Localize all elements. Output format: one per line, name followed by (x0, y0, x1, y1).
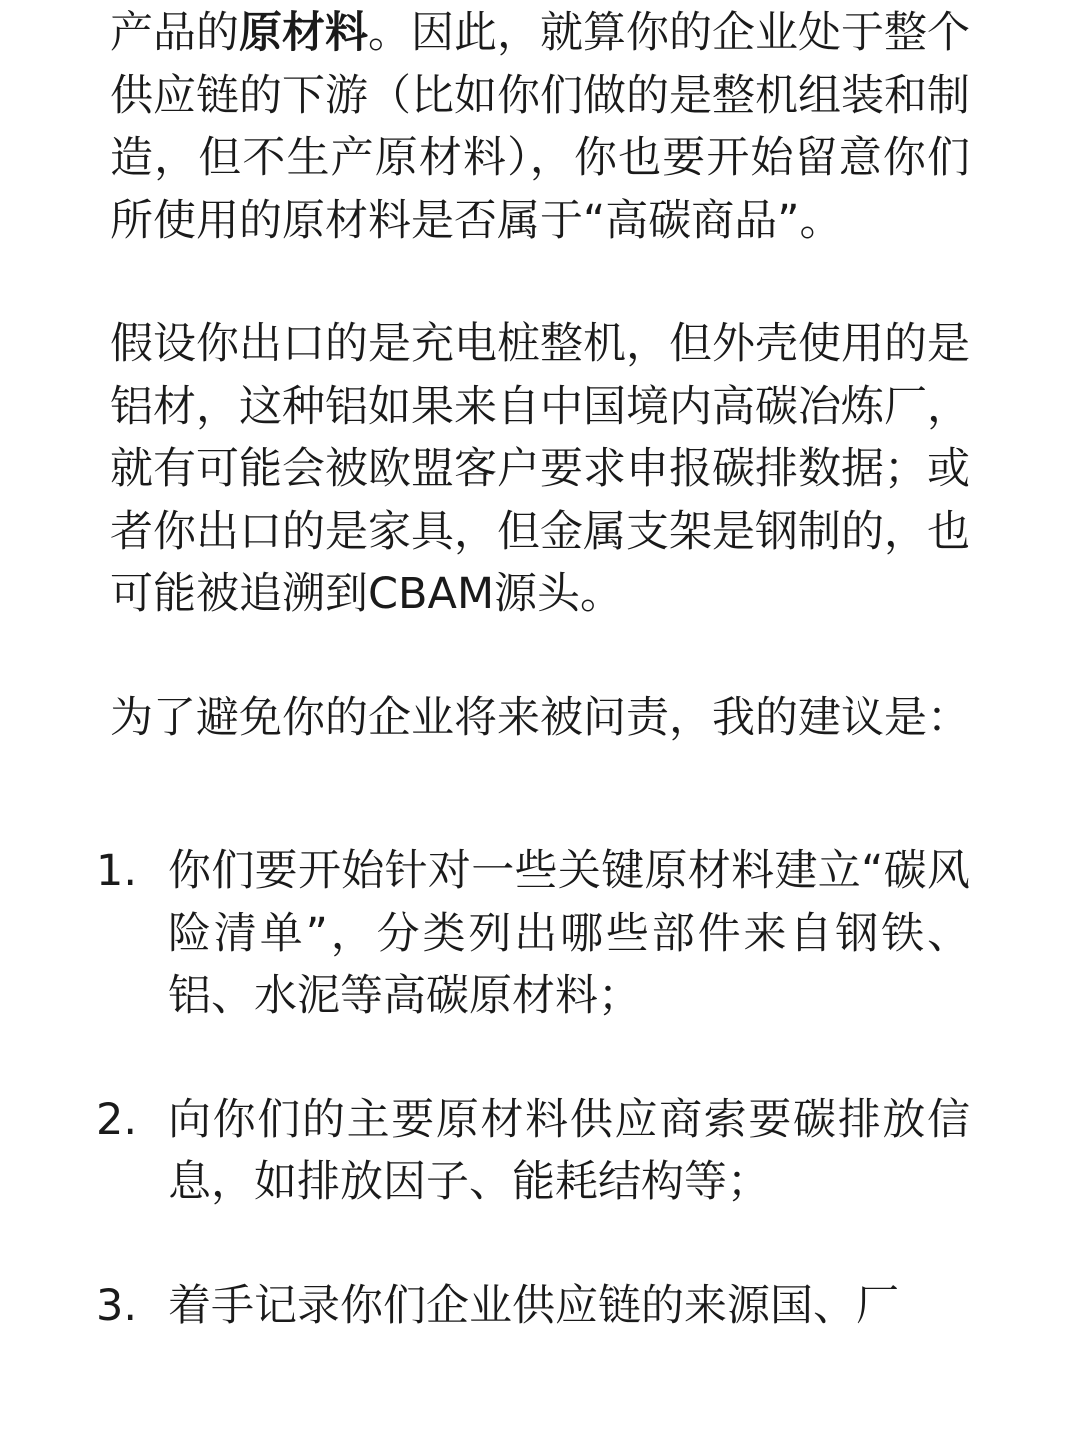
bold-keyword: 原材料 (239, 8, 368, 58)
list-marker: 1. (96, 846, 138, 896)
paragraph-advice-intro: 为了避免你的企业将来被问责，我的建议是： (110, 692, 970, 743)
list-item-text: 向你们的主要原材料供应商索要碳排放信息，如排放因子、能耗结构等； (168, 1094, 970, 1207)
list-item (96, 840, 970, 1028)
paragraph-raw-materials (110, 2, 970, 252)
list-item (96, 1275, 970, 1338)
paragraph-rest-text: 。因此，就算你的企业处于整个供应链的下游（比如你们做的是整机组装和制造，但不生产原材料），你也要开始留意你们所使用的原材料是否属于“高碳商品”。 (110, 8, 970, 246)
list-item (96, 1089, 970, 1214)
paragraph-lead-text: 产品的 (110, 8, 239, 58)
paragraph-example: 假设你出口的是充电桩整机，但外壳使用的是铝材，这种铝如果来自中国境内高碳冶炼厂，就有可能会被欧盟客户要求申报碳排数据；或者你出口的是家具，但金属支架是钢制的，也可能被追溯到CBAM源头。 (110, 319, 970, 619)
list-marker: 2. (96, 1094, 138, 1145)
article-body (96, 0, 970, 1337)
list-marker: 3. (96, 1280, 138, 1331)
list-item-text: 着手记录你们企业供应链的来源国、厂 (168, 1280, 899, 1331)
advice-list (96, 840, 970, 1337)
list-item-text: 你们要开始针对一些关键原材料建立“碳风险清单”，分类列出哪些部件来自钢铁、铝、水泥等高碳原材料； (168, 846, 970, 1021)
